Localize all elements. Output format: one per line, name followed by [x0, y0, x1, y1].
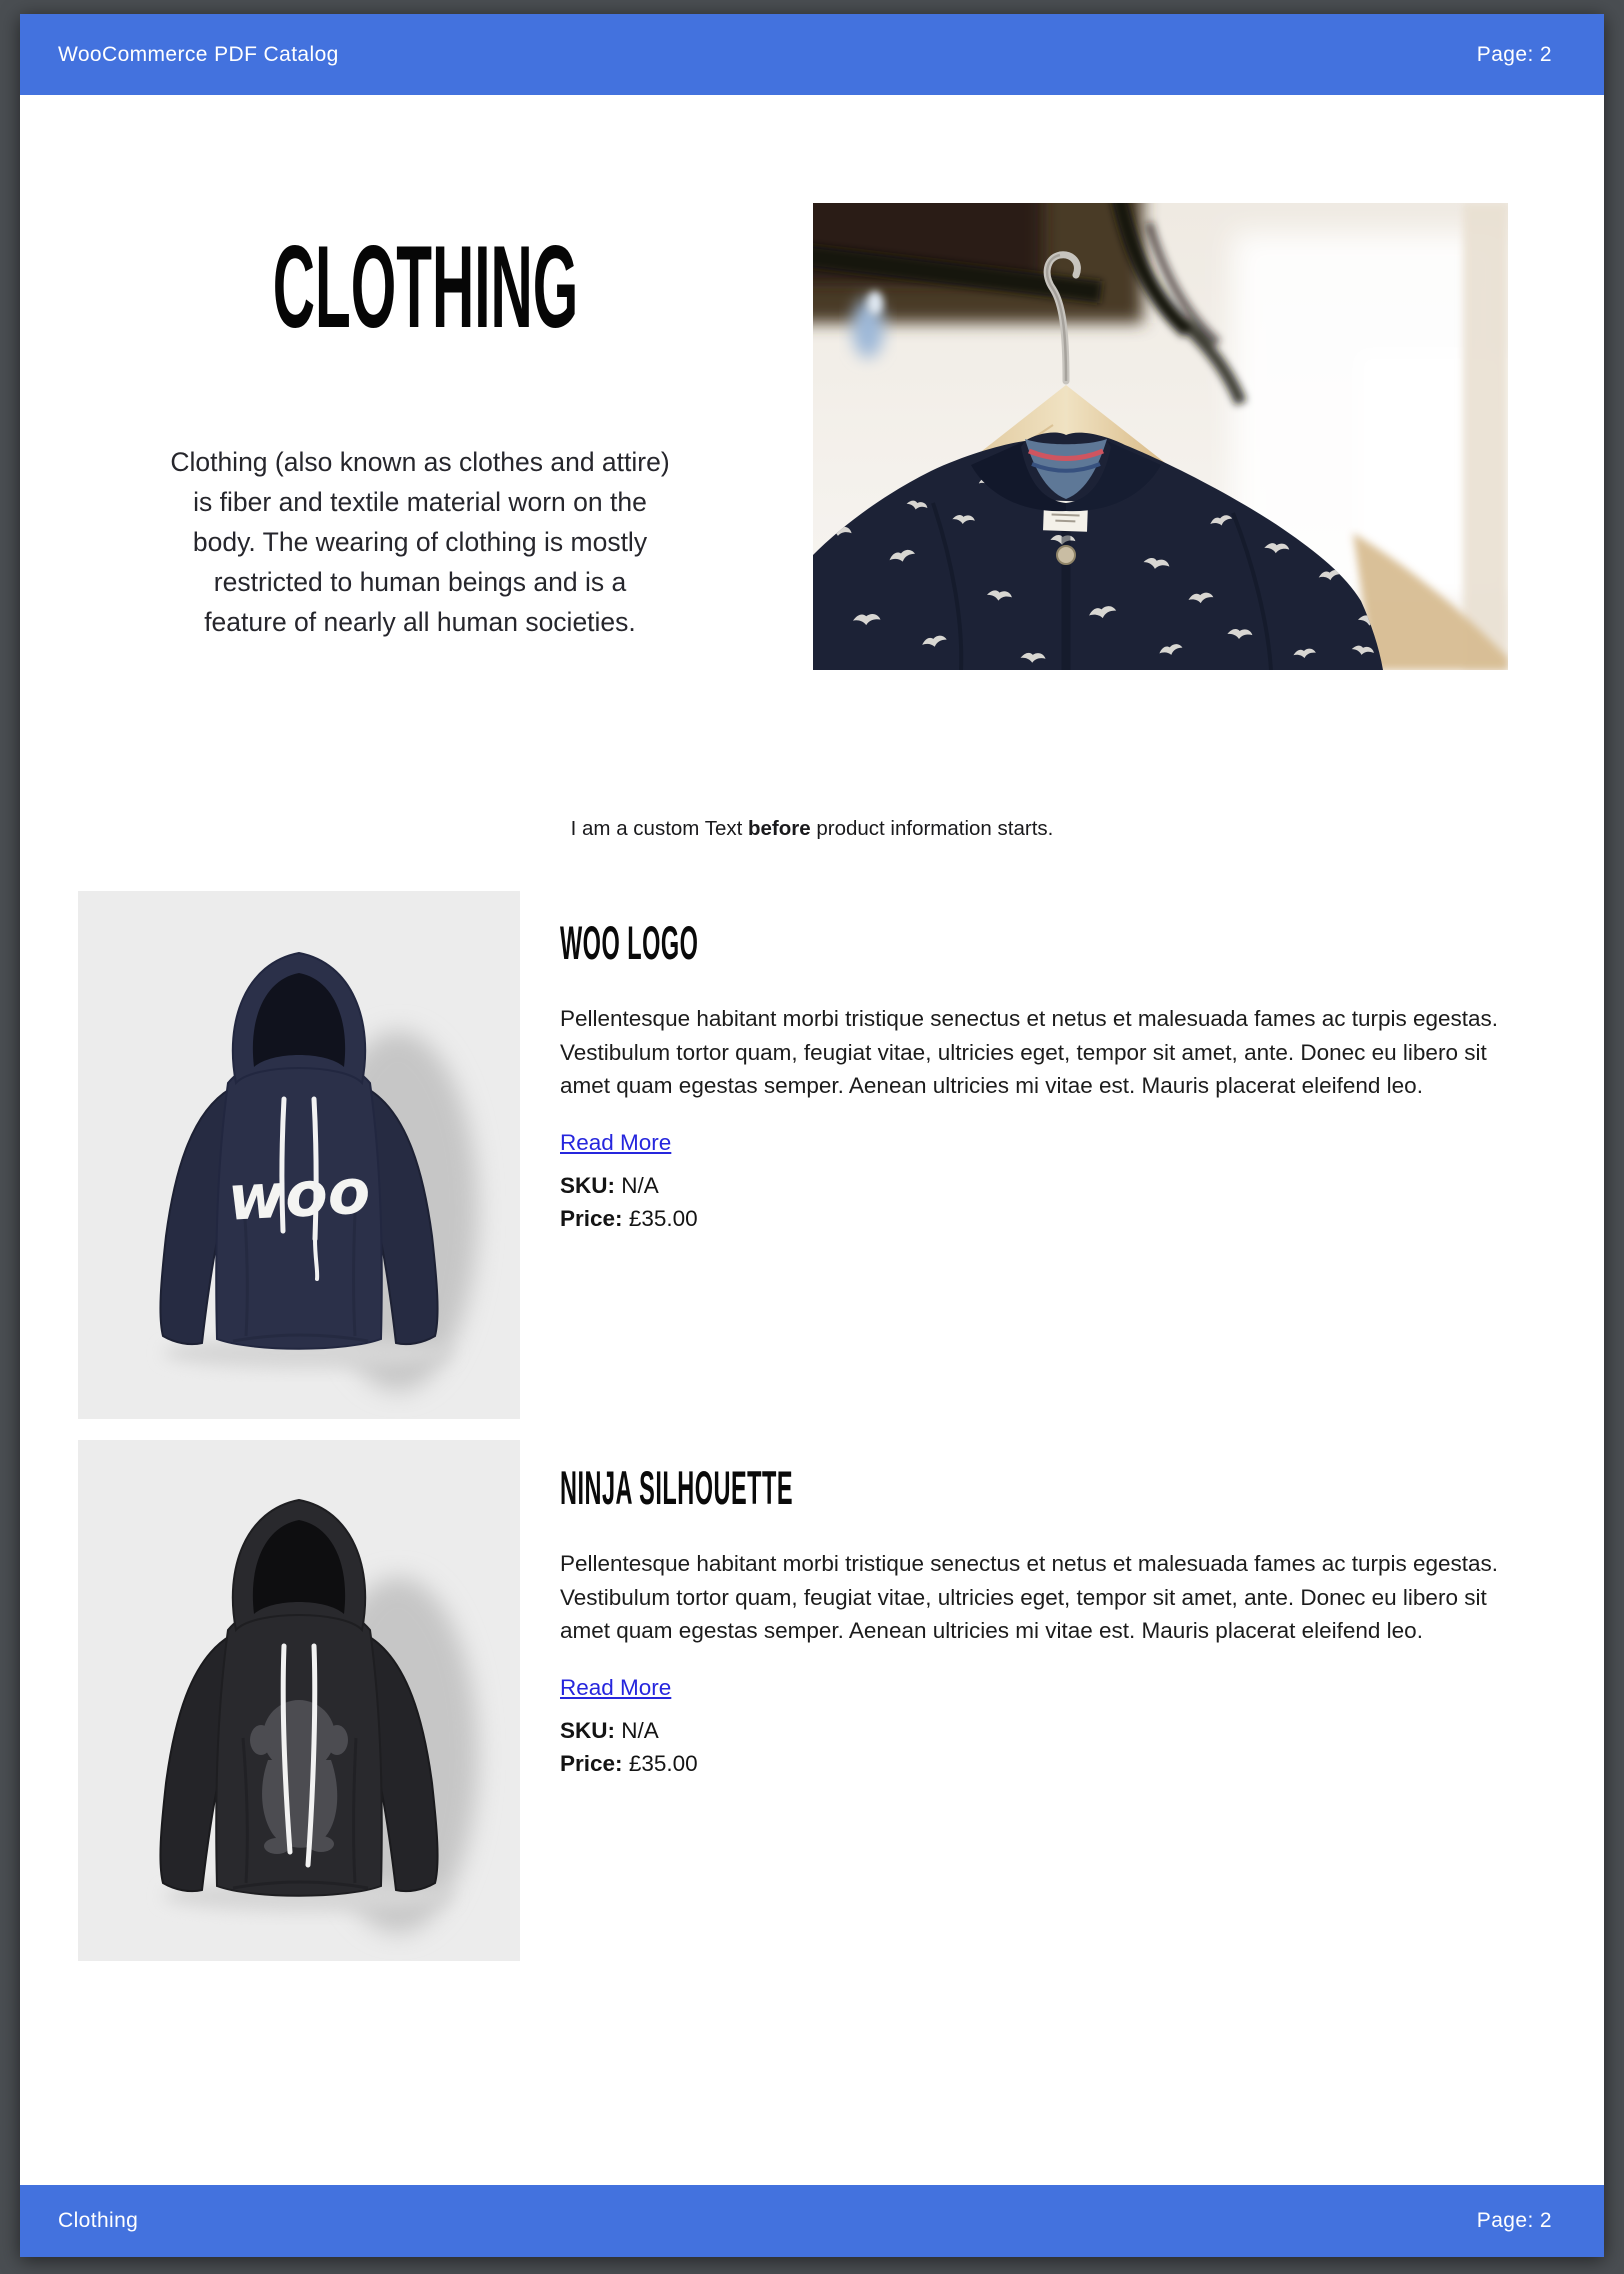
- footer-section-title: Clothing: [58, 2209, 139, 2232]
- product-entry-woo-logo: [560, 917, 1518, 1235]
- product-image-woo-logo: [78, 891, 520, 1419]
- woo-chest-logo: woo: [225, 1154, 372, 1235]
- header-page-number: Page: 2: [1476, 42, 1552, 66]
- product-sku-row: SKU: N/A: [560, 1172, 659, 1198]
- product-sku-row: SKU: N/A: [560, 1717, 659, 1743]
- product-description: Pellentesque habitant morbi tristique senectus et netus et malesuada fames ac turpis egestas. Vestibulum tortor quam, feugiat vitae, ultricies eget, tempor sit amet, ante. Donec eu libero sit amet quam egestas semper. Aenean ultricies mi vitae est. Mauris placerat eleifend leo.: [560, 1006, 1499, 1098]
- product-description: Pellentesque habitant morbi tristique senectus et netus et malesuada fames ac turpis egestas. Vestibulum tortor quam, feugiat vitae, ultricies eget, tempor sit amet, ante. Donec eu libero sit amet quam egestas semper. Aenean ultricies mi vitae est. Mauris placerat eleifend leo.: [560, 1551, 1499, 1643]
- header-title: WooCommerce PDF Catalog: [58, 42, 339, 66]
- ninja-hoodie-art: [78, 1440, 520, 1961]
- woo-hoodie-art: [78, 891, 520, 1419]
- category-description: Clothing (also known as clothes and attire) is fiber and textile material worn on the body. The wearing of clothing is mostly restricted to human beings and is a feature of nearly all human societies.: [170, 447, 670, 637]
- product-price-row: Price: £35.00: [560, 1205, 698, 1231]
- product-title: WOO LOGO: [560, 916, 699, 969]
- footer-bar: [20, 2185, 1604, 2257]
- header-bar: [20, 14, 1604, 95]
- product-image-ninja-silhouette: [78, 1440, 520, 1961]
- category-title: CLOTHING: [272, 221, 579, 352]
- category-photo-shirt-on-hanger: [813, 203, 1508, 670]
- custom-text-before-products: I am a custom Text before product information starts.: [570, 817, 1054, 840]
- product-entry-ninja-silhouette: [560, 1462, 1518, 1780]
- read-more-link[interactable]: Read More: [560, 1674, 672, 1700]
- pdf-page: [20, 14, 1604, 2257]
- shirt-photo-art: [813, 203, 1508, 670]
- read-more-link[interactable]: Read More: [560, 1129, 672, 1155]
- product-title: NINJA SILHOUETTE: [560, 1461, 794, 1514]
- footer-page-number: Page: 2: [1476, 2209, 1552, 2232]
- product-price-row: Price: £35.00: [560, 1750, 698, 1776]
